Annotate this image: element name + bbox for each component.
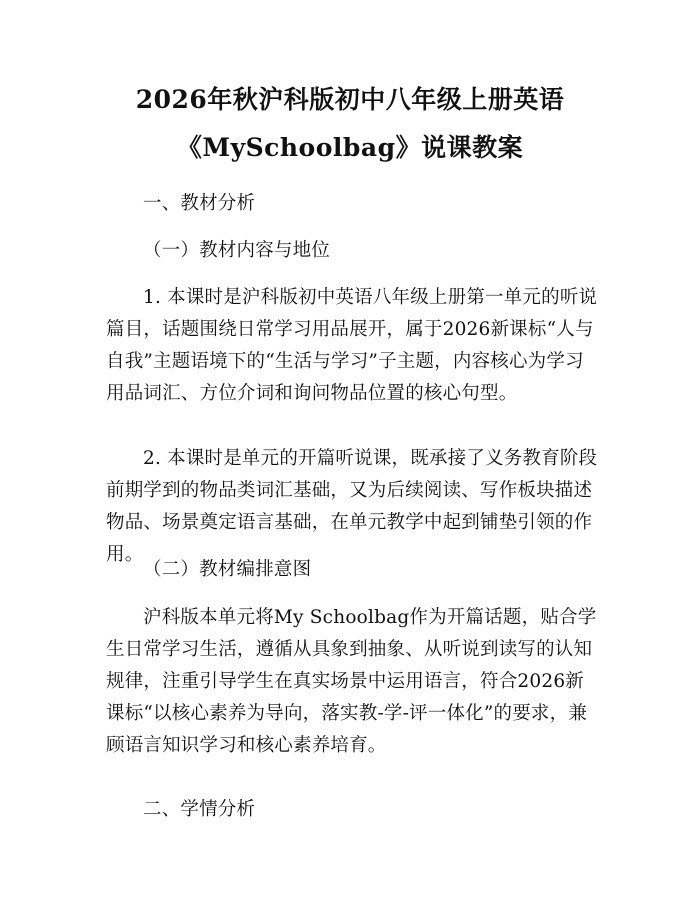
document-title-line2: 《MySchoolbag》说课教案 xyxy=(176,133,524,162)
section1-heading: 一、教材分析 xyxy=(143,193,256,214)
paragraph-3: 沪科版本单元将My Schoolbag作为开篇话题，贴合学生日常学习生活，遵循从具象到抽象、从听说到读写的认知规律，注重引导学生在真实场景中运用语言，符合2026新课标“以核心素养为导向，落实教-学-评一体化”的要求，兼顾语言知识学习和核心素养培育。 xyxy=(106,607,597,756)
paragraph-2: 2. 本课时是单元的开篇听说课，既承接了义务教育阶段前期学到的物品类词汇基础，又为后续阅读、写作板块描述物品、场景奠定语言基础，在单元教学中起到铺垫引领的作用。 xyxy=(106,448,598,565)
document-title-line1: 2026年秋沪科版初中八年级上册英语 xyxy=(135,85,565,114)
subsection1-heading: （一）教材内容与地位 xyxy=(143,240,331,261)
subsection2-heading: （二）教材编排意图 xyxy=(143,559,312,580)
section2-heading: 二、学情分析 xyxy=(143,799,256,820)
paragraph-1: 1. 本课时是沪科版初中英语八年级上册第一单元的听说篇目，话题围绕日常学习用品展开，属于2026新课标“人与自我”主题语境下的“生活与学习”子主题，内容核心为学习用品词汇、方位介词和询问物品位置的核心句型。 xyxy=(106,287,598,404)
